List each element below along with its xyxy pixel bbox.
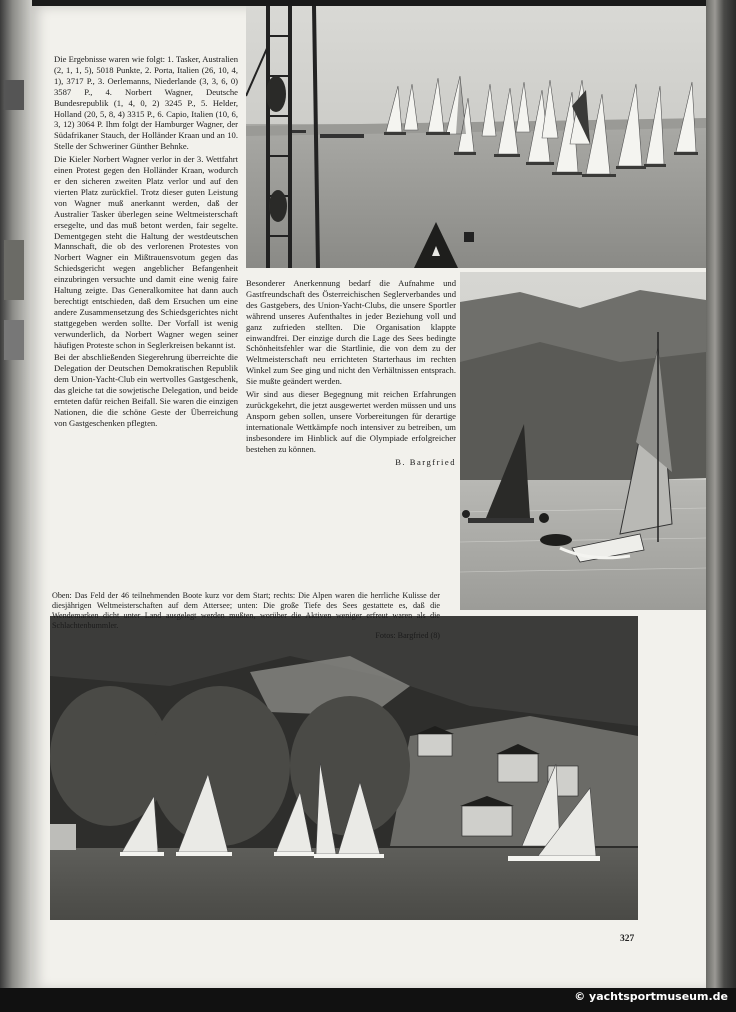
book-page-edges: [706, 0, 736, 990]
photo-credit: Fotos: Bargfried (8): [375, 630, 440, 640]
author-signature: B. Bargfried: [395, 456, 456, 467]
article-column-right: [246, 278, 456, 467]
caption-text: Oben: Das Feld der 46 teilnehmenden Boote kurz vor dem Start; rechts: Die Alpen waren die herrliche Kulisse der diesjährigen Weltmeisterschaften auf dem Attersee; unten: Die große Tiefe des Sees gestattete es, daß die Wendemarken dicht unter Land ausgelegt werden mußten, worüber die Aktiven weniger erfreut waren als die Schlachtenbummler.: [52, 591, 440, 630]
paragraph-ceremony: Bei der abschließenden Siegerehrung überreichte die Delegation der Deutschen Demokratischen Republik dem Union-Yacht-Club ein wertvolles Gastgeschenk, das gleiche tat die sowjetische Delegation, und beide ernteten dafür reichen Beifall. Sie waren die einzigen Nationen, die die schöne Geste der Überreichung von Gastgeschenken pflegten.: [54, 352, 238, 428]
paragraph-protest: Die Kieler Norbert Wagner verlor in der 3. Wettfahrt einen Protest gegen den Holländer Kraan, wodurch er den sicheren zweiten Platz verlor und auf den vierten Platz zurückfiel. Trotz dieser guten Leistung von Wagner muß anerkannt werden, daß der Australier Tasker überlegen seine Weltmeisterschaft ersegelte, und das muß betont werden, fair segelte. Dementgegen steht die Haltung der westdeutschen Mannschaft, die ob des verlorenen Protestes von Norbert Wagner ein Mißtrauensvotum gegen das Schiedsgericht wegen angeblicher Befangenheit einzubringen versuchte und damit eine wenig faire Haltung zeigte. Das Generalkomitee hat dann auch berechtigt entschieden, daß dem Ersuchen um eine andere Zusammensetzung des Schiedsgerichtes nicht stattgegeben werden sollte. Der Vorfall ist wenig verwunderlich, da Norbert Wagner wegen seiner häufigen Proteste schon in Seglerkreisen bekannt ist.: [54, 154, 238, 350]
article-column-left: [54, 54, 238, 431]
page-number: 327: [620, 934, 635, 944]
photo-caption: [52, 591, 440, 641]
watermark-text: © yachtsportmuseum.de: [574, 990, 728, 1003]
paragraph-results: Die Ergebnisse waren wie folgt: 1. Tasker, Australien (2, 1, 1, 5), 5018 Punkte, 2. Porta, Italien (26, 10, 4, 1), 3717 P., 3. Oerlemanns, Niederlande (3, 3, 6, 0) 3587 P., 4. Norbert Wagner, Deutsche Bundesrepublik (1, 4, 0, 2) 3245 P., 5. Helder, Holland (20, 5, 8, 4) 3315 P., 6. Capio, Italien (10, 6, 3, 12) 3064 P. Ihm folgt der Hamburger Wagner, der Südafrikaner Stauch, der Holländer Kraan und an 10. Stelle der Schweriner Günther Behnke.: [54, 54, 238, 152]
photo-regatta-shore: [50, 616, 638, 920]
paragraph-hospitality: Besonderer Anerkennung bedarf die Aufnahme und Gastfreundschaft des Österreichischen Seglerverbandes und des Gastgebers, des Union-Yacht-Clubs, die unsere Sportler während unseres Aufenthaltes in jeder Beziehung voll und ganz zufrieden stellten. Die Organisation klappte einwandfrei. Der einzige durch die Lage des Sees bedingte Schönheitsfehler war die Startlinie, die von dem zu der Weltmeisterschaft neu errichteten Starterhaus im rechten Winkel zum See ging und nicht den Verhältnissen entsprach. Sie mußte geändert werden.: [246, 278, 456, 387]
book-spine-left: [0, 0, 32, 990]
photo-start-field: [246, 6, 706, 268]
paragraph-conclusion: Wir sind aus dieser Begegnung mit reichen Erfahrungen zurückgekehrt, die jetzt ausgewertet werden müssen und uns Ansporn geben sollen, unsere Vorbereitungen für derartige internationale Wettkämpfe noch intensiver zu betreiben, um insbesondere im Hinblick auf die Olympiade erfolgreicher bestehen zu können.: [246, 389, 456, 454]
photo-alps-boats: [460, 272, 706, 610]
